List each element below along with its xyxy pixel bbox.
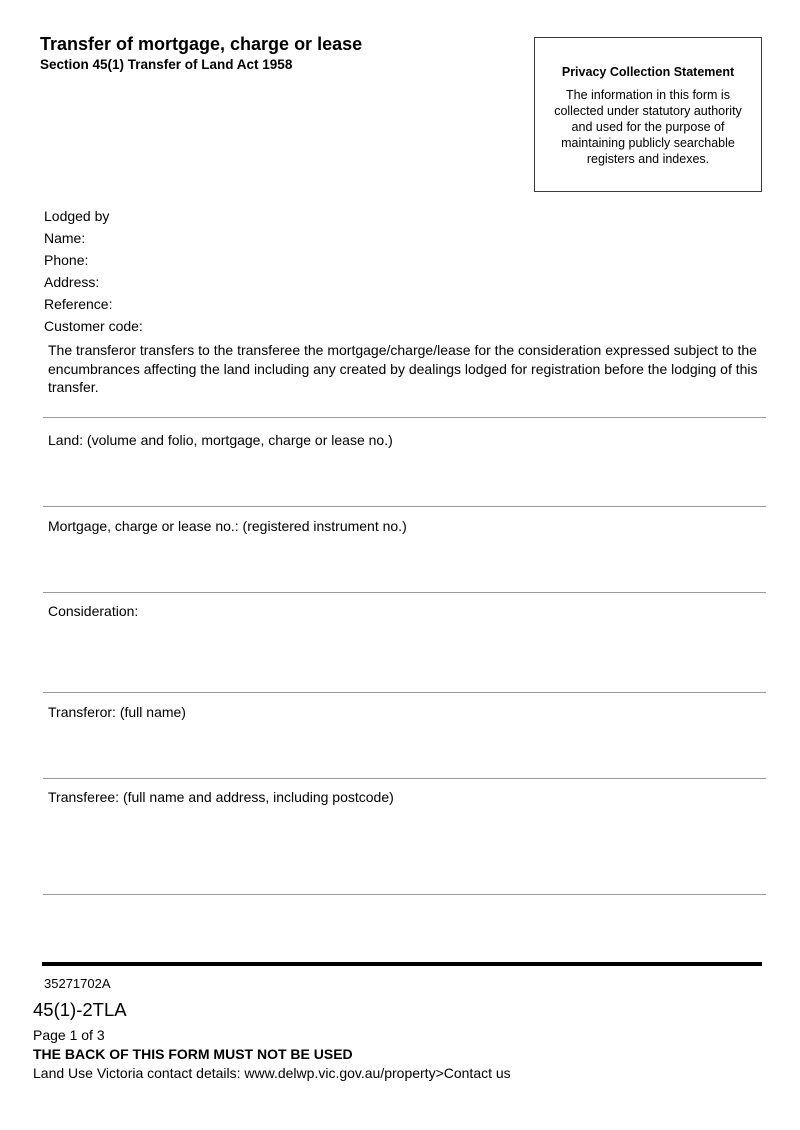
back-of-form-notice: THE BACK OF THIS FORM MUST NOT BE USED [33, 1046, 353, 1062]
transfer-statement: The transferor transfers to the transferee the mortgage/charge/lease for the consideration expressed subject to the encumbrances affecting the land including any created by dealings lodged for registration before the lodging of this transfer. [48, 342, 758, 395]
reference-field-label: Reference: [44, 296, 113, 312]
privacy-body: The information in this form is collected under statutory authority and used for the purpose of maintaining publicly searchable registers and indexes. [554, 88, 742, 166]
section-divider [43, 592, 766, 593]
lodged-by-heading: Lodged by [44, 208, 110, 224]
phone-field-label: Phone: [44, 252, 89, 268]
section-divider [43, 778, 766, 779]
privacy-title: Privacy Collection Statement [561, 65, 735, 79]
customer-code-field-label: Customer code: [44, 318, 143, 334]
name-field-label: Name: [44, 230, 86, 246]
section-divider [43, 692, 766, 693]
contact-details: Land Use Victoria contact details: www.delwp.vic.gov.au/property>Contact us [33, 1065, 511, 1081]
section-divider [43, 894, 766, 895]
transferor-section-label: Transferor: (full name) [48, 704, 186, 720]
form-subtitle: Section 45(1) Transfer of Land Act 1958 [40, 57, 293, 72]
form-title: Transfer of mortgage, charge or lease [40, 34, 363, 54]
section-divider [43, 506, 766, 507]
form-barcode-number: 35271702A [44, 976, 111, 991]
consideration-section-label: Consideration: [48, 603, 139, 619]
land-section-label: Land: (volume and folio, mortgage, charge or lease no.) [48, 432, 393, 448]
instrument-section-label: Mortgage, charge or lease no.: (registered instrument no.) [48, 518, 407, 534]
footer-divider [42, 962, 762, 966]
privacy-statement-box [534, 37, 762, 192]
form-identifier: 45(1)-2TLA [33, 999, 127, 1020]
transferee-section-label: Transferee: (full name and address, including postcode) [48, 789, 394, 805]
lodged-by-block [44, 205, 143, 337]
section-divider [43, 417, 766, 418]
page-number: Page 1 of 3 [33, 1027, 105, 1043]
address-field-label: Address: [44, 274, 100, 290]
